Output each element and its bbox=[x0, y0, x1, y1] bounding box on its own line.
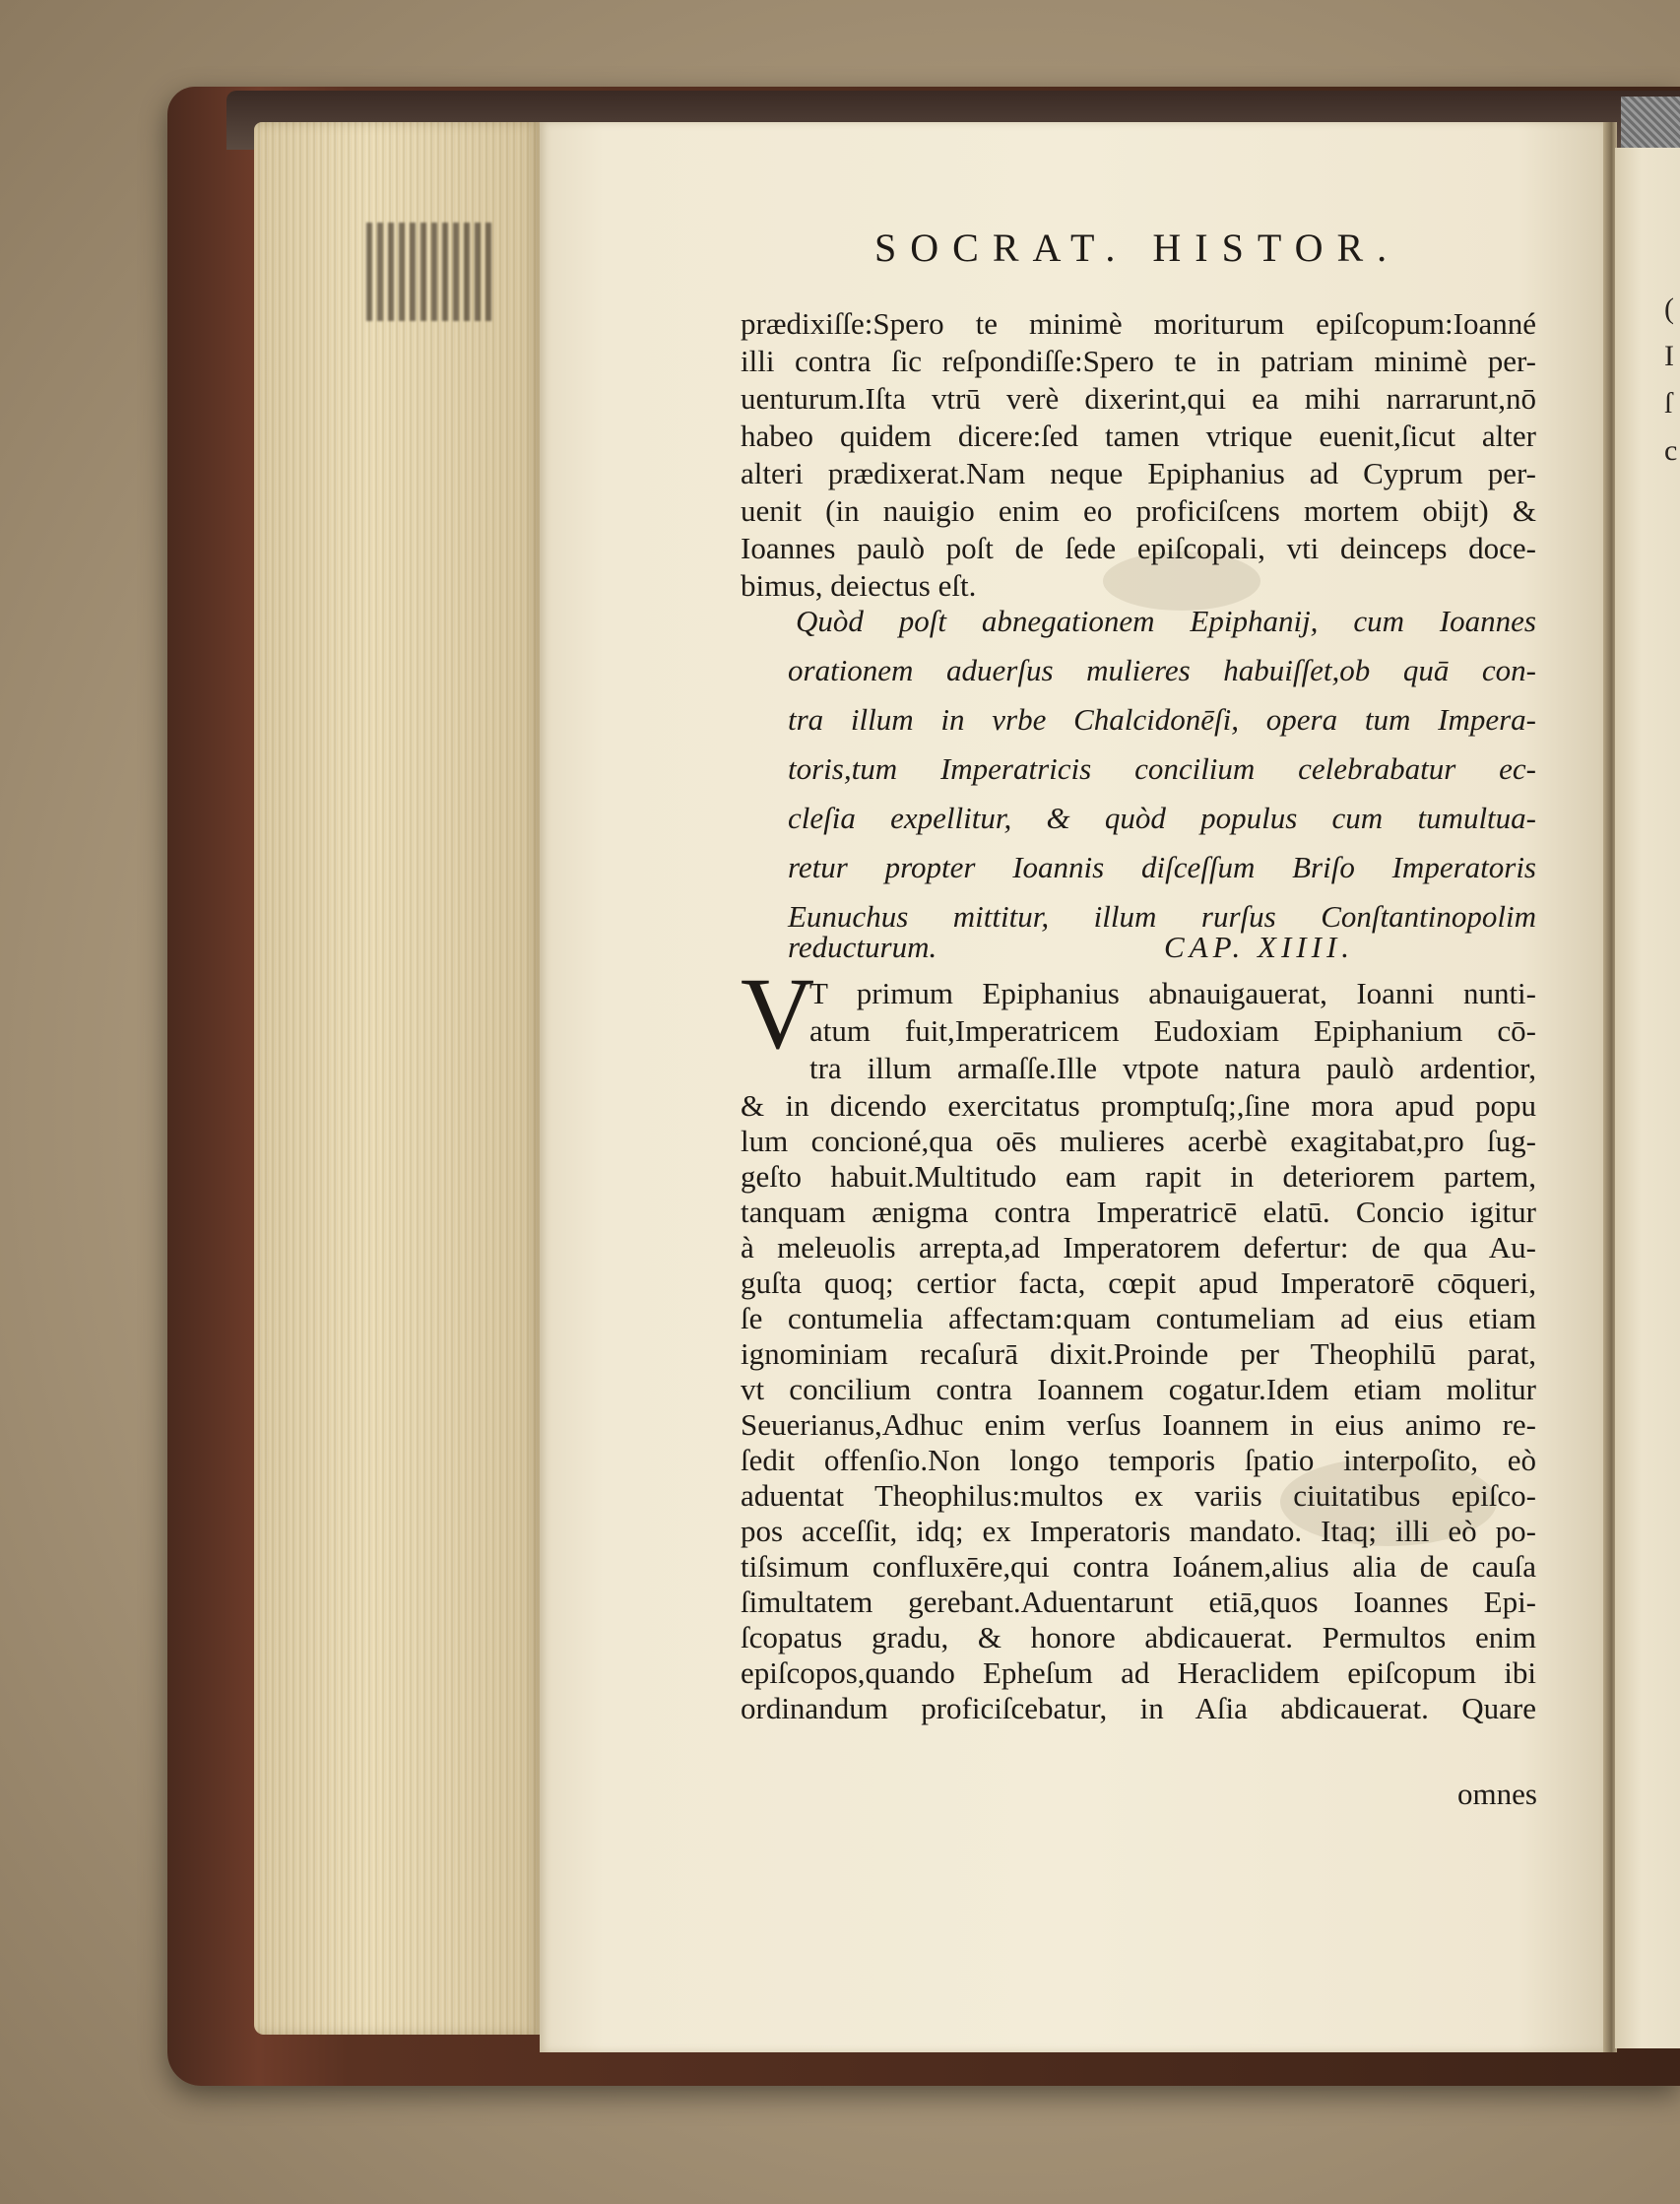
text-line: epiſcopos,quando Epheſum ad Heraclidem epiſcopum ibi bbox=[741, 1655, 1536, 1690]
chapter-heading-line: cleſia expellitur, & quòd populus cum tumultua- bbox=[788, 801, 1536, 835]
text-line: ignominiam recaſurā dixit.Proinde per Theophilū parat, bbox=[741, 1336, 1536, 1371]
text-line: tiſsimum confluxēre,qui contra Ioánem,alius alia de cauſa bbox=[741, 1549, 1536, 1584]
running-head: SOCRAT. HISTOR. bbox=[874, 226, 1401, 270]
text-line: alteri prædixerat.Nam neque Epiphanius ad Cyprum per- bbox=[741, 456, 1536, 490]
text-line: tra illum armaſſe.Ille vtpote natura paulò ardentior, bbox=[809, 1051, 1536, 1085]
text-line: Seuerianus,Adhuc enim verſus Ioannem in eius animo re- bbox=[741, 1407, 1536, 1442]
text-line: habeo quidem dicere:ſed tamen vtrique euenit,ſicut alter bbox=[741, 419, 1536, 453]
text-line: ſcopatus gradu, & honore abdicauerat. Permultos enim bbox=[741, 1620, 1536, 1654]
next-page-text: ( I ſ c bbox=[1664, 292, 1678, 467]
text-line: ſimultatem gerebant.Aduentarunt etiā,quos Ioannes Epi- bbox=[741, 1585, 1536, 1619]
text-line: bimus, deiectus eſt. bbox=[741, 568, 977, 603]
text-line: illi contra ſic reſpondiſſe:Spero te in patriam minimè per- bbox=[741, 344, 1536, 378]
text-line: pos acceſſit, idq; ex Imperatoris mandato. Itaq; illi eò po- bbox=[741, 1514, 1536, 1548]
text-line: uenit (in nauigio enim eo proficiſcens mortem obijt) & bbox=[741, 493, 1536, 528]
chapter-heading-line: toris,tum Imperatricis concilium celebrabatur ec- bbox=[788, 751, 1536, 786]
text-line: ſedit offenſio.Non longo temporis ſpatio interpoſito, eò bbox=[741, 1443, 1536, 1477]
text-line: guſta quoq; certior facta, cœpit apud Imperatorē cōqueri, bbox=[741, 1265, 1536, 1300]
chapter-heading-line: Eunuchus mittitur, illum rurſus Conſtantinopolim bbox=[788, 899, 1536, 934]
chapter-heading-line: reducturum. bbox=[788, 930, 937, 964]
drop-cap: V bbox=[741, 957, 815, 1070]
text-line: geſto habuit.Multitudo eam rapit in deteriorem partem, bbox=[741, 1159, 1536, 1194]
text-line: T primum Epiphanius abnauigauerat, Ioanni nunti- bbox=[809, 976, 1536, 1010]
page-block-shade bbox=[254, 122, 540, 2035]
text-line: ordinandum proficiſcebatur, in Aſia abdicauerat. Quare bbox=[741, 1691, 1536, 1725]
text-line: atum fuit,Imperatricem Eudoxiam Epiphanium cō- bbox=[809, 1013, 1536, 1048]
chapter-heading-line: tra illum in vrbe Chalcidonēſi, opera tum Impera- bbox=[788, 702, 1536, 737]
chapter-heading-line: orationem aduerſus mulieres habuiſſet,ob quā con- bbox=[788, 653, 1536, 687]
catchword: omnes bbox=[1457, 1777, 1537, 1811]
text-line: Ioannes paulò poſt de ſede epiſcopali, vti deinceps doce- bbox=[741, 531, 1536, 565]
text-line: à meleuolis arrepta,ad Imperatorem defertur: de qua Au- bbox=[741, 1230, 1536, 1264]
text-line: ſe contumelia affectam:quam contumeliam ad eius etiam bbox=[741, 1301, 1536, 1335]
text-line: tanquam ænigma contra Imperatricē elatū. Concio igitur bbox=[741, 1195, 1536, 1229]
chapter-heading-line: Quòd poſt abnegationem Epiphanij, cum Ioannes bbox=[796, 604, 1536, 638]
text-line: lum concioné,qua oēs mulieres acerbè exagitabat,pro ſug- bbox=[741, 1124, 1536, 1158]
text-line: uenturum.Iſta vtrū verè dixerint,qui ea mihi narrarunt,nō bbox=[741, 381, 1536, 416]
text-line: aduentat Theophilus:multos ex variis ciuitatibus epiſco- bbox=[741, 1478, 1536, 1513]
text-line: prædixiſſe:Spero te minimè moriturum epiſcopum:Ioanné bbox=[741, 306, 1536, 341]
text-line: & in dicendo exercitatus promptuſq;,ſine mora apud popu bbox=[741, 1088, 1536, 1123]
chapter-number: CAP. XIIII. bbox=[1164, 930, 1355, 964]
chapter-heading-line: retur propter Ioannis diſceſſum Briſo Imperatoris bbox=[788, 850, 1536, 884]
fore-edge-marking bbox=[366, 223, 494, 321]
text-line: vt concilium contra Ioannem cogatur.Idem etiam molitur bbox=[741, 1372, 1536, 1406]
headband bbox=[1621, 97, 1680, 156]
